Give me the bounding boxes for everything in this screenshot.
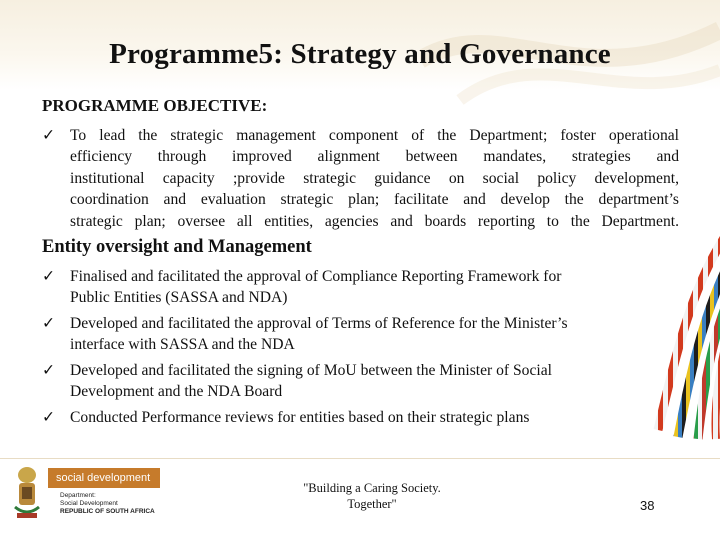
bullet-line: Developed and facilitated the approval of Terms of Reference for the Minister’s <box>70 315 568 332</box>
motto-line: "Building a Caring Society. <box>303 481 441 495</box>
footer-divider <box>0 458 720 459</box>
footer-motto <box>262 480 482 512</box>
entity-bullet <box>42 313 679 356</box>
objective-line: To lead the strategic management component of the Department; foster operational <box>70 127 679 144</box>
coat-of-arms-icon <box>12 463 42 523</box>
dept-line: REPUBLIC OF SOUTH AFRICA <box>60 508 155 515</box>
entity-bullet <box>42 360 679 403</box>
checkmark-icon: ✓ <box>42 267 56 285</box>
objective-line: coordination and evaluation strategic plan; facilitate and develop the department’s <box>70 191 679 209</box>
bullet-line: Developed and facilitated the signing of MoU between the Minister of Social <box>70 362 552 379</box>
department-block <box>60 492 155 516</box>
objective-bullet <box>42 125 679 232</box>
bullet-line: interface with SASSA and the NDA <box>70 336 295 354</box>
checkmark-icon: ✓ <box>42 314 56 332</box>
objective-text <box>70 125 679 232</box>
motto-line: Together" <box>347 497 397 511</box>
objective-line: institutional capacity ;provide strategic guidance on social policy development, <box>70 169 679 187</box>
objective-heading: PROGRAMME OBJECTIVE: <box>42 96 268 115</box>
objective-line: strategic plan; oversee all entities, agencies and boards reporting to the Department. <box>70 212 679 230</box>
bullet-line: Conducted Performance reviews for entities based on their strategic plans <box>70 409 530 426</box>
slide-title: Programme5: Strategy and Governance <box>109 38 611 70</box>
page-number: 38 <box>640 498 655 513</box>
bullet-line: Public Entities (SASSA and NDA) <box>70 289 288 307</box>
bullet-line: Development and the NDA Board <box>70 383 283 401</box>
dept-line: Department: <box>60 492 96 499</box>
checkmark-icon: ✓ <box>42 126 56 144</box>
entity-bullet <box>42 266 679 309</box>
beadwork-decoration <box>598 225 720 440</box>
dept-line: Social Development <box>60 500 118 507</box>
entity-bullet <box>42 407 679 428</box>
checkmark-icon: ✓ <box>42 361 56 379</box>
bullet-line: Finalised and facilitated the approval of Compliance Reporting Framework for <box>70 268 562 285</box>
brand-banner: social development <box>48 468 160 488</box>
objective-line: efficiency through improved alignment between mandates, strategies and <box>70 148 679 166</box>
checkmark-icon: ✓ <box>42 408 56 426</box>
entity-heading: Entity oversight and Management <box>42 237 312 257</box>
